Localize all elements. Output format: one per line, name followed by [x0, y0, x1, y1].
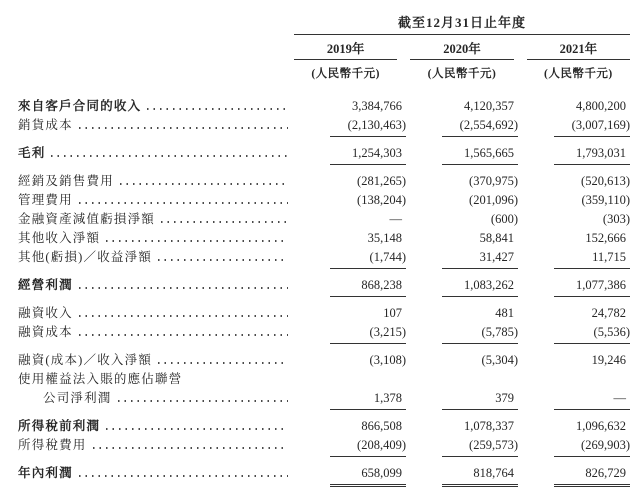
dot-leader: [147, 108, 288, 110]
row-label: 銷貨成本: [18, 118, 73, 132]
value-2020: (259,573): [442, 438, 518, 457]
cell-2021: [518, 278, 630, 297]
cell-2019: [294, 146, 406, 165]
cell-2020: [406, 146, 518, 165]
value-2020: 58,841: [479, 231, 514, 245]
table-row: [18, 209, 630, 228]
table-body: [18, 96, 630, 482]
cell-2021: [518, 438, 630, 457]
dot-leader: [161, 221, 288, 223]
value-2020: (5,785): [442, 325, 518, 344]
row-label: 經營利潤: [18, 278, 73, 292]
value-2019: 866,508: [361, 419, 402, 433]
row-label: 管理費用: [18, 193, 73, 207]
dot-leader: [106, 240, 288, 242]
row-label: 金融資產減值虧損淨額: [18, 212, 156, 226]
cell-2021: [518, 325, 630, 344]
table-row: [18, 115, 630, 134]
cell-2020: [406, 372, 518, 387]
cell-2021: [518, 212, 630, 227]
value-2019: 658,099: [330, 466, 406, 487]
row-label-cell: [18, 369, 294, 387]
dot-leader: [158, 362, 288, 364]
cell-2021: [518, 146, 630, 165]
year-column-2019: 2019年: [294, 35, 397, 60]
value-2021: (269,903): [554, 438, 630, 457]
row-label-cell: [18, 463, 294, 481]
cell-2020: [406, 325, 518, 344]
table-row: [18, 96, 630, 115]
table-row: [18, 171, 630, 190]
value-2021: 1,096,632: [576, 419, 626, 433]
row-label: 所得稅費用: [18, 438, 87, 452]
row-label: 毛利: [18, 146, 46, 160]
table-header: [18, 12, 630, 81]
row-label: 融資成本: [18, 325, 73, 339]
cell-2019: [294, 278, 406, 297]
unit-row: [294, 60, 630, 81]
table-row: [18, 275, 630, 294]
dot-leader: [51, 155, 288, 157]
value-2019: (1,744): [330, 250, 406, 269]
value-2019: 1,378: [330, 391, 406, 410]
value-2021: (303): [602, 212, 630, 226]
row-label-cell: [18, 322, 294, 340]
cell-2020: [406, 212, 518, 227]
cell-2021: [518, 306, 630, 321]
row-label: 年內利潤: [18, 466, 73, 480]
value-2020: 4,120,357: [464, 99, 514, 113]
value-2020: 1,083,262: [442, 278, 518, 297]
cell-2021: [518, 466, 630, 487]
value-2021: (5,536): [554, 325, 630, 344]
cell-2020: [406, 231, 518, 246]
cell-2019: [294, 438, 406, 457]
value-2019: (3,215): [330, 325, 406, 344]
table-row: [18, 228, 630, 247]
row-label: 融資收入: [18, 306, 73, 320]
cell-2019: [294, 99, 406, 114]
cell-2021: [518, 231, 630, 246]
cell-2021: [518, 372, 630, 387]
cell-2020: [406, 438, 518, 457]
cell-2021: [518, 419, 630, 434]
row-label-cell: [18, 143, 294, 161]
unit-label-2019: (人民幣千元): [311, 68, 380, 80]
header-columns: [294, 12, 630, 81]
cell-2020: [406, 466, 518, 487]
value-2019: 35,148: [367, 231, 402, 245]
value-2021: (520,613): [581, 174, 630, 188]
value-2020: (201,096): [469, 193, 518, 207]
row-label: 經銷及銷售費用: [18, 174, 114, 188]
row-label-cell: [18, 171, 294, 189]
table-row: [18, 190, 630, 209]
cell-2020: [406, 118, 518, 137]
row-label-cell: [18, 435, 294, 453]
value-2020: 481: [495, 306, 514, 320]
value-2021: 11,715: [554, 250, 630, 269]
cell-2019: [294, 250, 406, 269]
table-row: [18, 143, 630, 162]
value-2020: (600): [490, 212, 518, 226]
value-2019: —: [389, 212, 402, 226]
table-row: [18, 247, 630, 266]
row-label-cell: [18, 228, 294, 246]
value-2020: 379: [442, 391, 518, 410]
dot-leader: [158, 259, 288, 261]
value-2019: 868,238: [330, 278, 406, 297]
value-2021: (359,110): [581, 193, 630, 207]
dot-leader: [93, 447, 288, 449]
cell-2020: [406, 353, 518, 368]
table-row: [18, 322, 630, 341]
table-row: [18, 369, 630, 388]
dot-leader: [79, 315, 288, 317]
cell-2020: [406, 278, 518, 297]
value-2020: 1,565,665: [442, 146, 518, 165]
value-2020: (2,554,692): [442, 118, 518, 137]
row-label-cell: [18, 416, 294, 434]
row-label-cell: [18, 303, 294, 321]
value-2019: (138,204): [357, 193, 406, 207]
dot-leader: [79, 475, 288, 477]
value-2021: 1,793,031: [554, 146, 630, 165]
cell-2019: [294, 212, 406, 227]
cell-2019: [294, 353, 406, 368]
value-2019: (208,409): [330, 438, 406, 457]
table-row: [18, 416, 630, 435]
cell-2021: [518, 193, 630, 208]
row-label-cell: [18, 247, 294, 265]
cell-2021: [518, 353, 630, 368]
dot-leader: [120, 183, 288, 185]
value-2019: 1,254,303: [330, 146, 406, 165]
cell-2019: [294, 174, 406, 189]
unit-label-2020: (人民幣千元): [427, 68, 497, 80]
dot-leader: [79, 127, 288, 129]
cell-2020: [406, 250, 518, 269]
value-2019: (2,130,463): [330, 118, 406, 137]
row-label-cell: [18, 190, 294, 208]
value-2021: (3,007,169): [554, 118, 630, 137]
row-label: 使用權益法入賬的應佔聯營: [18, 372, 183, 386]
cell-2019: [294, 325, 406, 344]
table-row: [18, 463, 630, 482]
table-row: [18, 435, 630, 454]
cell-2019: [294, 193, 406, 208]
dot-leader: [106, 428, 288, 430]
value-2019: (3,108): [369, 353, 406, 367]
row-label-cell: [18, 350, 294, 368]
value-2019: (281,265): [357, 174, 406, 188]
value-2021: 152,666: [585, 231, 626, 245]
dot-leader: [118, 400, 288, 402]
year-column-2021: 2021年: [527, 35, 630, 60]
row-label-cell: [18, 209, 294, 227]
cell-2020: [406, 306, 518, 321]
cell-2020: [406, 193, 518, 208]
cell-2019: [294, 306, 406, 321]
cell-2020: [406, 99, 518, 114]
cell-2019: [294, 466, 406, 487]
cell-2021: [518, 174, 630, 189]
cell-2019: [294, 372, 406, 387]
value-2021: 826,729: [554, 466, 630, 487]
table-row: [18, 303, 630, 322]
cell-2019: [294, 391, 406, 410]
value-2021: 24,782: [591, 306, 626, 320]
cell-2020: [406, 419, 518, 434]
value-2021: —: [554, 391, 630, 410]
row-label: 其他收入淨額: [18, 231, 101, 245]
value-2019: 107: [383, 306, 402, 320]
value-2020: 818,764: [442, 466, 518, 487]
value-2021: 19,246: [591, 353, 626, 367]
row-label: 所得稅前利潤: [18, 419, 101, 433]
cell-2019: [294, 231, 406, 246]
row-label: 其他(虧損)／收益淨額: [18, 250, 153, 264]
value-2021: 4,800,200: [576, 99, 626, 113]
row-label-cell: [18, 96, 294, 114]
dot-leader: [79, 334, 288, 336]
cell-2021: [518, 118, 630, 137]
cell-2020: [406, 391, 518, 410]
year-column-2020: 2020年: [410, 35, 513, 60]
table-row: [18, 388, 630, 407]
unit-label-2021: (人民幣千元): [543, 68, 613, 80]
row-label-cell: [18, 115, 294, 133]
cell-2020: [406, 174, 518, 189]
year-row: [294, 35, 630, 60]
cell-2021: [518, 250, 630, 269]
value-2019: 3,384,766: [352, 99, 402, 113]
row-label: 融資(成本)／收入淨額: [18, 353, 153, 367]
value-2021: 1,077,386: [554, 278, 630, 297]
cell-2019: [294, 118, 406, 137]
row-label-cell: [18, 388, 294, 406]
value-2020: 1,078,337: [464, 419, 514, 433]
cell-2021: [518, 391, 630, 410]
cell-2019: [294, 419, 406, 434]
row-label: 來自客戶合同的收入: [18, 99, 142, 113]
table-row: [18, 350, 630, 369]
value-2020: (5,304): [481, 353, 518, 367]
row-label-cell: [18, 275, 294, 293]
row-label: 公司淨利潤: [43, 391, 112, 405]
dot-leader: [79, 287, 288, 289]
header-spacer: [18, 12, 294, 81]
value-2020: 31,427: [442, 250, 518, 269]
period-title: 截至12月31日止年度: [294, 12, 630, 35]
value-2020: (370,975): [469, 174, 518, 188]
cell-2021: [518, 99, 630, 114]
dot-leader: [79, 202, 288, 204]
